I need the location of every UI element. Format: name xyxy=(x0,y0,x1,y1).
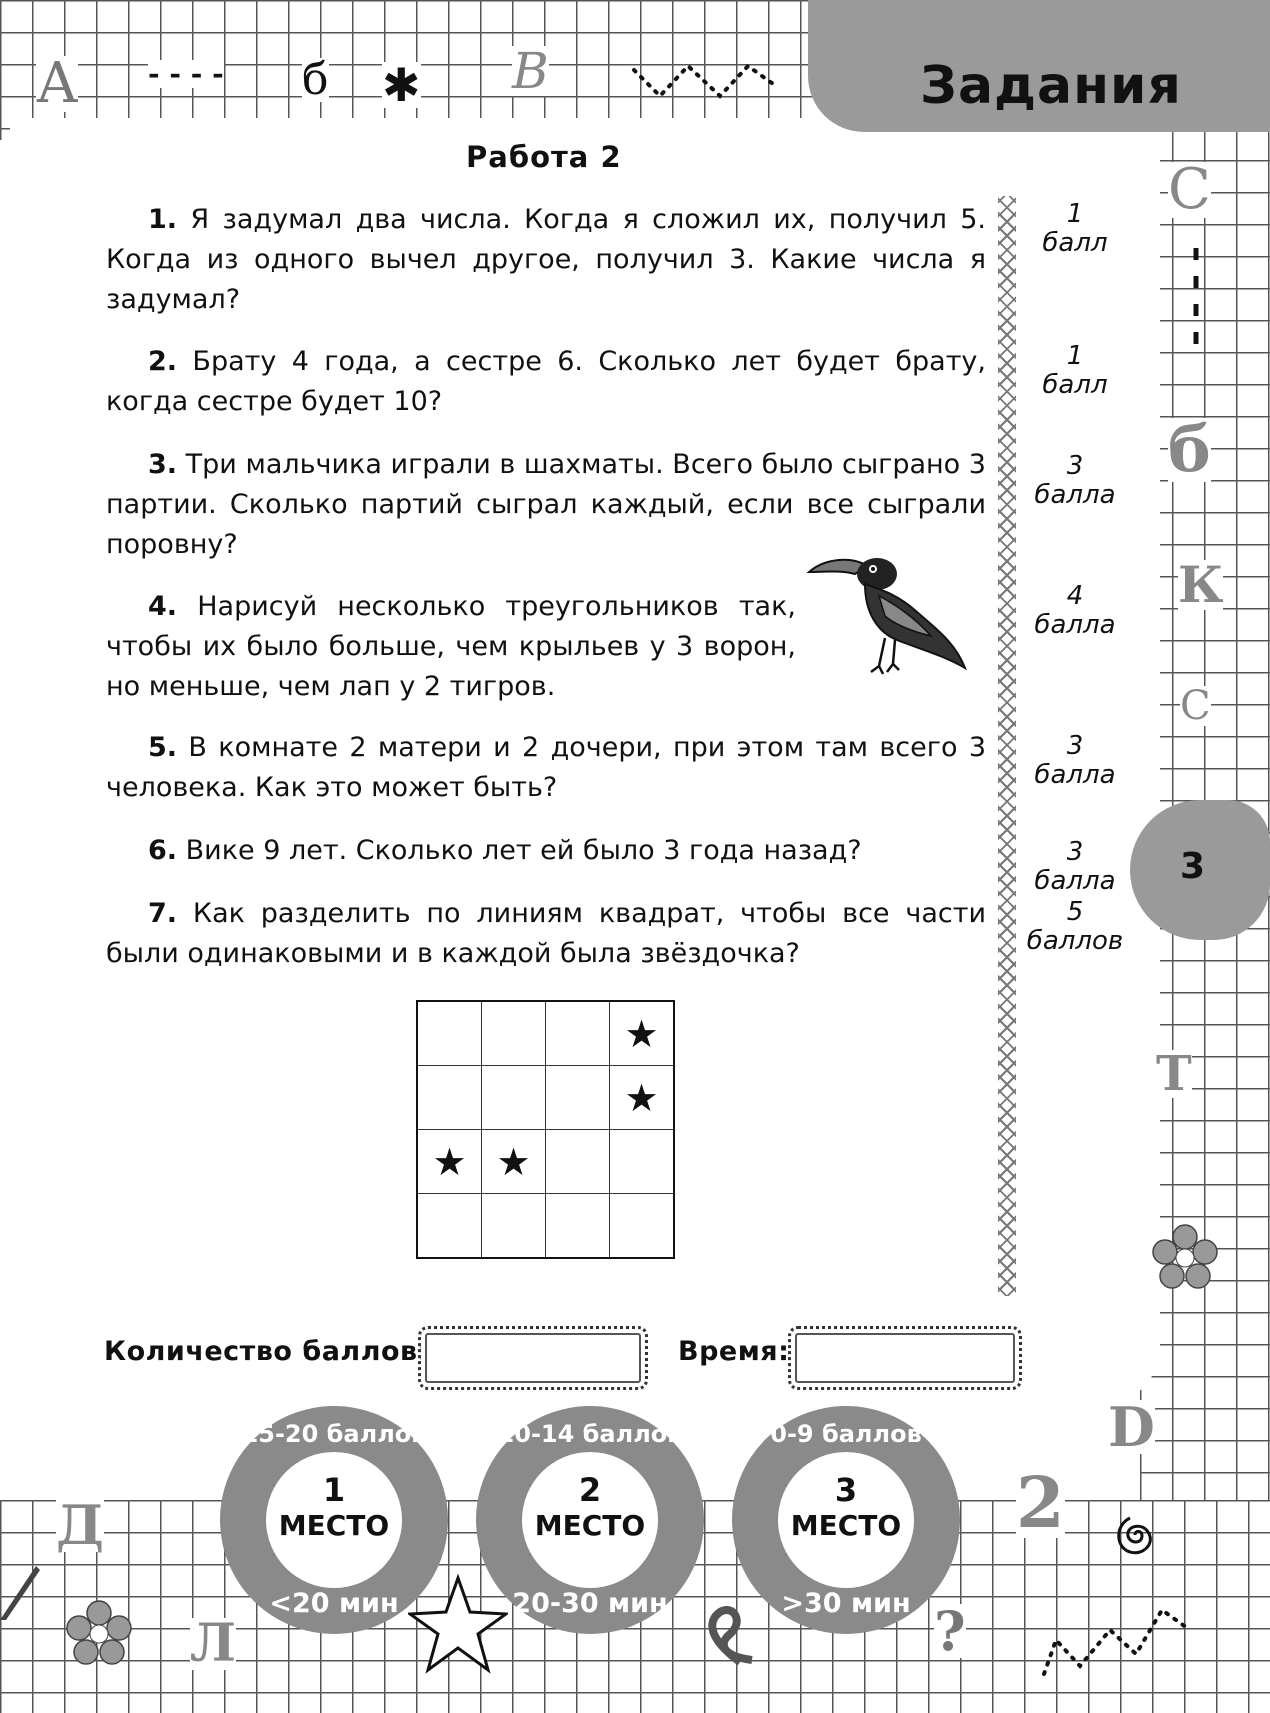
task-2 xyxy=(106,342,986,422)
task-number: 5. xyxy=(148,732,178,763)
badge-place: 1 xyxy=(322,1471,346,1509)
puzzle-cell xyxy=(610,1130,675,1194)
points-value: 1 xyxy=(1066,341,1084,371)
deco-letter-b: б xyxy=(302,54,329,105)
deco-spiral: С xyxy=(1180,683,1211,729)
task-3-points xyxy=(1010,452,1140,510)
time-input-box[interactable] xyxy=(788,1326,1022,1390)
score-label: Количество баллов: xyxy=(104,1336,429,1367)
task-7-points xyxy=(1010,898,1140,956)
badge-word: МЕСТО xyxy=(534,1509,646,1542)
task-1 xyxy=(106,200,986,320)
points-value: 3 xyxy=(1066,731,1084,761)
puzzle-cell: ★ xyxy=(482,1130,546,1194)
pencil-icon xyxy=(0,1560,40,1620)
task-text: Я задумал два числа. Когда я сложил их, получил 5. Когда из одного вычел другое, получил 3. Какие числа я задумал? xyxy=(106,204,986,315)
page-number: 3 xyxy=(1180,846,1206,887)
badge-place: 2 xyxy=(578,1471,602,1509)
points-word: балл xyxy=(1042,228,1108,258)
badge-range: 0-9 баллов xyxy=(770,1420,922,1448)
deco-vertical-dashes xyxy=(1190,244,1202,364)
puzzle-cell xyxy=(546,1194,610,1259)
deco-letter-v: В xyxy=(512,42,549,100)
deco-dashes: - - - - xyxy=(148,57,224,90)
task-3 xyxy=(106,445,986,565)
deco-letter-t: Т xyxy=(1156,1046,1192,1102)
deco-letter-l: Л xyxy=(190,1613,236,1674)
task-text: Брату 4 года, а сестре 6. Сколько лет будет брату, когда сестре будет 10? xyxy=(106,346,986,417)
task-1-points xyxy=(1010,200,1140,258)
task-2-points xyxy=(1010,342,1140,400)
puzzle-cell xyxy=(482,1001,546,1066)
puzzle-cell xyxy=(417,1194,482,1259)
task-text: Как разделить по линиям квадрат, чтобы все части были одинаковыми и в каждой была звёздочка? xyxy=(106,898,986,969)
points-word: балла xyxy=(1034,480,1116,510)
flower-icon xyxy=(1150,1222,1220,1292)
flower-icon xyxy=(64,1598,134,1668)
time-label: Время: xyxy=(678,1336,790,1367)
puzzle-cell xyxy=(417,1001,482,1066)
task-text: В комнате 2 матери и 2 дочери, при этом там всего 3 человека. Как это может быть? xyxy=(106,732,986,803)
task-7 xyxy=(106,894,986,974)
place-badge-3 xyxy=(732,1406,960,1634)
task-text: Нарисуй несколько треугольников так, чтобы их было больше, чем крыльев у 3 ворон, но меньше, чем лап у 2 тигров. xyxy=(106,591,796,702)
deco-letter-a: А xyxy=(36,51,79,116)
puzzle-cell xyxy=(482,1066,546,1130)
task-4-points xyxy=(1010,582,1140,640)
puzzle-cell xyxy=(482,1194,546,1259)
header-title: Задания xyxy=(920,56,1182,116)
score-input-box[interactable] xyxy=(418,1326,648,1390)
deco-letter-k: К xyxy=(1178,555,1224,614)
badge-word: МЕСТО xyxy=(278,1509,390,1542)
badge-place: 3 xyxy=(834,1471,858,1509)
task-number: 6. xyxy=(148,835,178,866)
task-number: 7. xyxy=(148,898,178,929)
points-value: 4 xyxy=(1066,581,1084,611)
task-text: Три мальчика играли в шахматы. Всего было сыграно 3 партии. Сколько партий сыграл каждый, если все сыграли поровну? xyxy=(106,449,986,560)
work-title: Работа 2 xyxy=(466,140,622,174)
puzzle-cell xyxy=(610,1194,675,1259)
badge-center xyxy=(266,1452,402,1588)
task-5 xyxy=(106,728,986,808)
badge-range: 10-14 баллов xyxy=(497,1420,683,1448)
task-6 xyxy=(106,831,986,871)
ampersand-icon xyxy=(700,1600,760,1670)
points-word: балла xyxy=(1034,866,1116,896)
task-4 xyxy=(106,587,796,707)
points-word: балл xyxy=(1042,370,1108,400)
deco-letter-d: D xyxy=(1108,1395,1155,1459)
star-icon xyxy=(408,1574,508,1674)
deco-dotted-zigzag xyxy=(1040,1570,1200,1680)
puzzle-cell xyxy=(546,1066,610,1130)
badge-time: >30 мин xyxy=(781,1588,911,1619)
task-number: 1. xyxy=(148,204,178,235)
points-value: 3 xyxy=(1066,837,1084,867)
task-number: 4. xyxy=(148,591,178,622)
puzzle-cell: ★ xyxy=(610,1066,675,1130)
puzzle-cell xyxy=(546,1001,610,1066)
task-number: 2. xyxy=(148,346,178,377)
task-6-points xyxy=(1010,838,1140,896)
deco-letter-d-cyr: Д xyxy=(56,1493,105,1557)
puzzle-cell: ★ xyxy=(610,1001,675,1066)
task-number: 3. xyxy=(148,449,178,480)
badge-time: <20 мин xyxy=(269,1588,399,1619)
puzzle-cell: ★ xyxy=(417,1130,482,1194)
place-badge-2 xyxy=(476,1406,704,1634)
crow-illustration xyxy=(805,552,975,682)
puzzle-cell xyxy=(417,1066,482,1130)
deco-digit-2: 2 xyxy=(1016,1461,1065,1544)
points-value: 3 xyxy=(1066,451,1084,481)
points-value: 5 xyxy=(1066,897,1084,927)
badge-center xyxy=(522,1452,658,1588)
deco-question-mark: ? xyxy=(934,1599,966,1663)
deco-letter-s: С xyxy=(1168,157,1211,222)
star-square-puzzle xyxy=(416,1000,675,1259)
badge-time: 20-30 мин xyxy=(512,1588,668,1619)
puzzle-cell xyxy=(546,1130,610,1194)
deco-dotted-zigzag xyxy=(630,56,780,106)
points-word: балла xyxy=(1034,760,1116,790)
deco-zh: ✱ xyxy=(382,58,421,112)
deco-letter-b-outline: б xyxy=(1168,412,1211,487)
spiral-icon xyxy=(1100,1500,1170,1570)
badge-word: МЕСТО xyxy=(790,1509,902,1542)
points-value: 1 xyxy=(1066,199,1084,229)
points-word: балла xyxy=(1034,610,1116,640)
task-text: Вике 9 лет. Сколько лет ей было 3 года назад? xyxy=(185,835,862,866)
task-5-points xyxy=(1010,732,1140,790)
points-word: баллов xyxy=(1026,926,1124,956)
badge-range: 15-20 баллов xyxy=(241,1420,427,1448)
badge-center xyxy=(778,1452,914,1588)
